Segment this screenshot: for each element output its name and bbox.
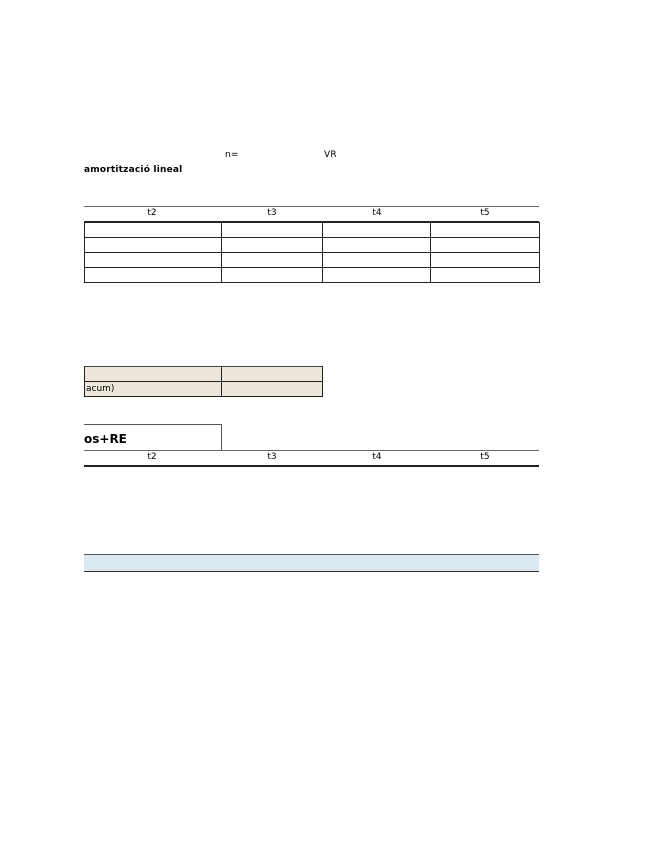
column-header-t3: t3 — [267, 452, 277, 462]
table-row — [85, 382, 323, 397]
table-cell[interactable] — [323, 223, 431, 238]
section3-header — [84, 450, 539, 467]
table-cell[interactable] — [431, 268, 540, 283]
section-title-re: os+RE — [84, 432, 127, 446]
column-header-t2: t2 — [147, 208, 157, 218]
section-title-amortitzacio: amortització lineal — [84, 165, 183, 175]
amortization-table — [84, 206, 539, 283]
table-cell[interactable] — [85, 268, 222, 283]
summary-label-cell — [85, 367, 222, 382]
highlighted-row[interactable] — [84, 554, 539, 572]
summary-label-cell: acum) — [85, 382, 222, 397]
table-cell[interactable] — [431, 223, 540, 238]
section-title-box — [84, 424, 222, 451]
table-cell[interactable] — [323, 238, 431, 253]
table-row — [85, 367, 323, 382]
column-header-t3: t3 — [267, 208, 277, 218]
table-cell[interactable] — [222, 268, 323, 283]
table-row — [85, 223, 540, 238]
amortization-table-body — [84, 222, 540, 283]
summary-value-cell[interactable] — [222, 367, 323, 382]
column-header-t5: t5 — [480, 452, 490, 462]
table-cell[interactable] — [323, 268, 431, 283]
table-row — [85, 268, 540, 283]
n-label: n= — [225, 150, 239, 160]
table-row — [85, 238, 540, 253]
table-cell[interactable] — [323, 253, 431, 268]
table-cell[interactable] — [431, 253, 540, 268]
summary-value-cell[interactable] — [222, 382, 323, 397]
table-cell[interactable] — [85, 223, 222, 238]
column-header-t2: t2 — [147, 452, 157, 462]
table-cell[interactable] — [85, 253, 222, 268]
summary-table-body — [84, 366, 323, 397]
table-cell[interactable] — [222, 238, 323, 253]
table-cell[interactable] — [85, 238, 222, 253]
summary-table — [84, 366, 323, 397]
table-row — [85, 253, 540, 268]
vr-label: VR — [324, 150, 337, 160]
amortization-table-header — [84, 206, 539, 222]
table-cell[interactable] — [431, 238, 540, 253]
column-header-t4: t4 — [372, 208, 382, 218]
table-cell[interactable] — [222, 253, 323, 268]
column-header-t4: t4 — [372, 452, 382, 462]
column-header-t5: t5 — [480, 208, 490, 218]
table-cell[interactable] — [222, 223, 323, 238]
